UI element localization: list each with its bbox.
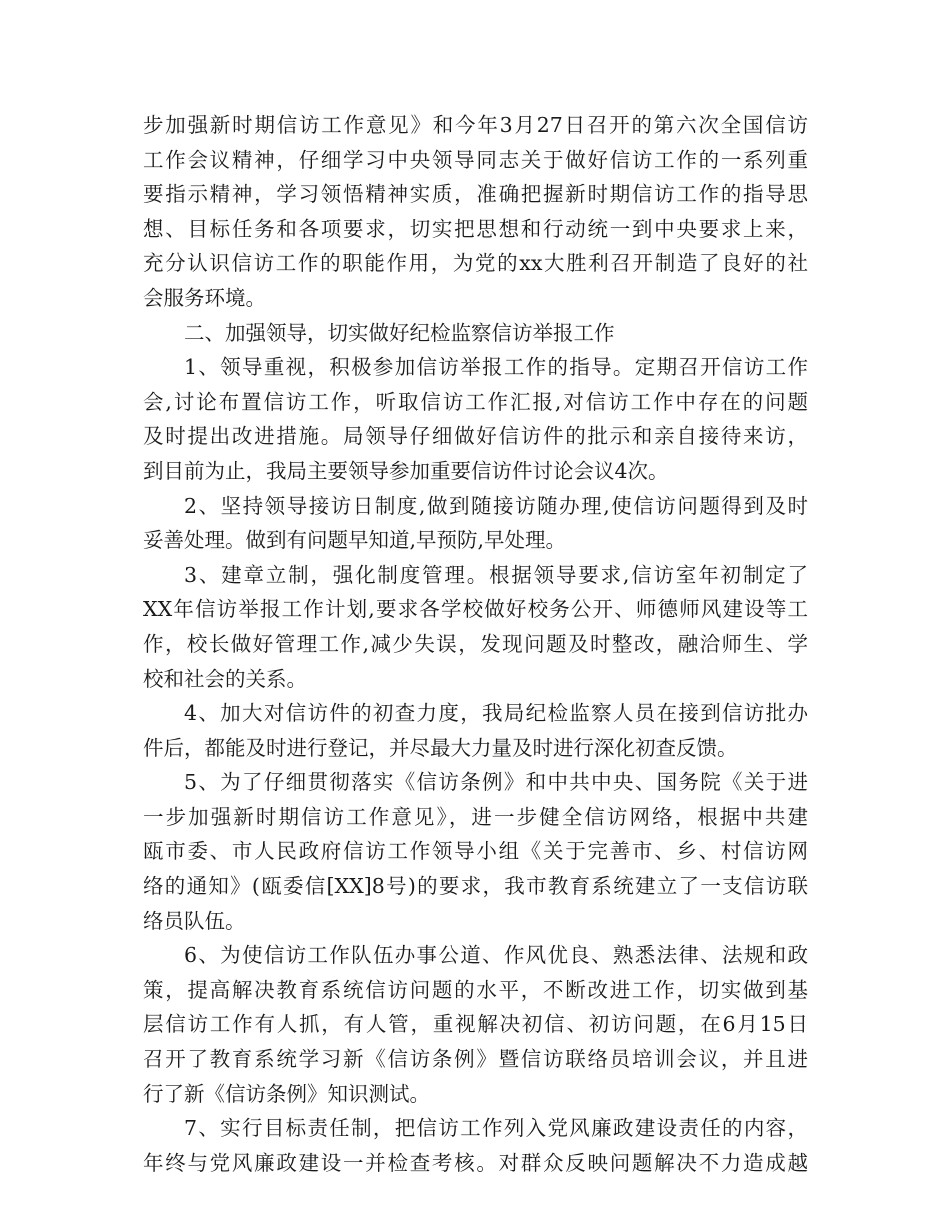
text-line: 到目前为止，我局主要领导参加重要信访件讨论会议4次。: [143, 458, 669, 483]
text-line: 充分认识信访工作的职能作用，为党的xx大胜利召开制造了良好的社: [143, 251, 808, 276]
section-heading: 二、加强领导，切实做好纪检监察信访举报工作: [184, 320, 615, 345]
text-line: 5、为了仔细贯彻落实《信访条例》和中共中央、国务院《关于进: [184, 770, 808, 795]
text-line: 7、实行目标责任制，把信访工作列入党风廉政建设责任的内容，: [184, 1116, 808, 1141]
text-line: 瓯市委、市人民政府信访工作领导小组《关于完善市、乡、村信访网: [143, 839, 808, 864]
text-line: 络的通知》(瓯委信[XX]8号)的要求，我市教育系统建立了一支信访联: [143, 874, 808, 899]
text-line: 步加强新时期信访工作意见》和今年3月27日召开的第六次全国信访: [143, 113, 808, 137]
text-line: 件后，都能及时进行登记，并尽最大力量及时进行深化初查反馈。: [143, 735, 738, 760]
text-line: 工作会议精神，仔细学习中央领导同志关于做好信访工作的一系列重: [143, 147, 808, 172]
document-body: [143, 108, 808, 1180]
text-line: 1、领导重视，积极参加信访举报工作的指导。定期召开信访工作: [184, 355, 808, 380]
text-line: 要指示精神，学习领悟精神实质，准确把握新时期信访工作的指导思: [143, 182, 808, 207]
text-line: 行了新《信访条例》知识测试。: [143, 1081, 430, 1106]
text-line: 会,讨论布置信访工作，听取信访工作汇报,对信访工作中存在的问题: [143, 389, 808, 414]
text-line: 校和社会的关系。: [143, 666, 307, 691]
text-line: 会服务环境。: [143, 285, 266, 310]
text-line: 3、建章立制，强化制度管理。根据领导要求,信访室年初制定了: [184, 562, 808, 587]
text-line: 想、目标任务和各项要求，切实把思想和行动统一到中央要求上来，: [143, 216, 808, 241]
text-line: 召开了教育系统学习新《信访条例》暨信访联络员培训会议，并且进: [143, 1047, 808, 1072]
text-line: 络员队伍。: [143, 908, 246, 933]
text-line: 4、加大对信访件的初查力度，我局纪检监察人员在接到信访批办: [184, 701, 808, 726]
text-line: 6、为使信访工作队伍办事公道、作风优良、熟悉法律、法规和政: [184, 943, 808, 968]
text-line: 2、坚持领导接访日制度,做到随接访随办理,使信访问题得到及时: [184, 493, 808, 518]
text-line: XX年信访举报工作计划,要求各学校做好校务公开、师德师风建设等工: [143, 597, 808, 622]
text-line: 年终与党风廉政建设一并检查考核。对群众反映问题解决不力造成越: [143, 1150, 808, 1175]
text-line: 层信访工作有人抓，有人管，重视解决初信、初访问题，在6月15日: [143, 1012, 808, 1037]
text-line: 作，校长做好管理工作,减少失误，发现问题及时整改，融洽师生、学: [143, 631, 808, 656]
text-line: 策，提高解决教育系统信访问题的水平，不断改进工作，切实做到基: [143, 977, 808, 1002]
text-line: 一步加强新时期信访工作意见》，进一步健全信访网络，根据中共建: [143, 804, 808, 829]
text-line: 及时提出改进措施。局领导仔细做好信访件的批示和亲自接待来访，: [143, 424, 808, 449]
text-line: 妥善处理。做到有问题早知道,早预防,早处理。: [143, 528, 567, 553]
